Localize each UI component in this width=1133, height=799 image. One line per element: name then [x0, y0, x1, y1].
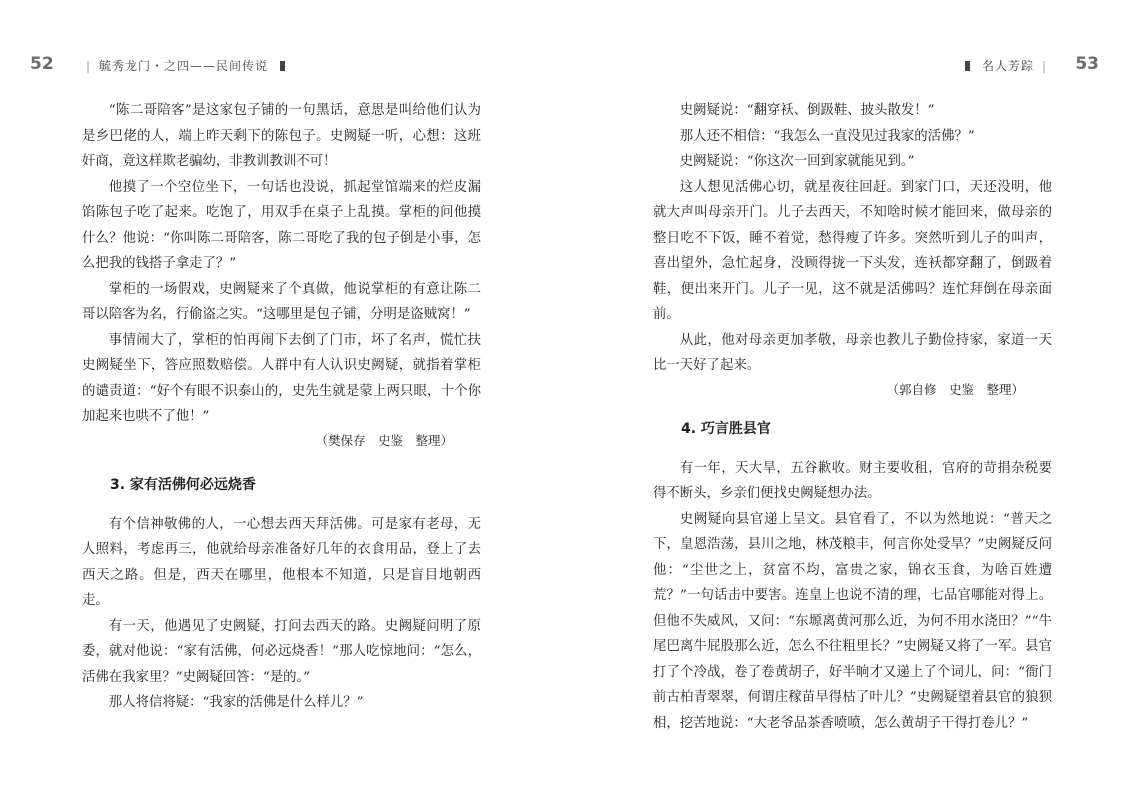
section-title: 名人芳踪	[981, 59, 1034, 73]
header-divider: |	[86, 59, 92, 73]
paragraph: 这人想见活佛心切，就星夜往回赶。到家门口，天还没明，他就大声叫母亲开门。儿子去西天，不知啥时候才能回来，做母亲的整日吃不下饭，睡不着觉，愁得瘦了许多。突然听到儿子的叫声，喜出望外，急忙起身，没顾得拢一下头发，连袄都穿翻了，倒趿着鞋，便出来开门。儿子一见，这不就是活佛吗？连忙拜倒在母亲面前。	[653, 179, 1052, 322]
editor-credit: （樊保存 史鉴 整理）	[315, 432, 453, 448]
left-text-column	[82, 98, 481, 716]
paragraph: 有个信神敬佛的人，一心想去西天拜活佛。可是家有老母，无人照料，考虑再三，他就给母亲准备好几年的衣食用品，登上了去西天之路。但是，西天在哪里，他根本不知道，只是盲目地朝西走。	[82, 516, 481, 608]
editor-credit: （郭自修 史鉴 整理）	[886, 381, 1024, 397]
paragraph: 掌柜的一场假戏，史阙疑来了个真做，他说掌柜的有意让陈二哥以陪客为名，行偷盗之实。“这哪里是包子铺，分明是盗贼窝！”	[82, 281, 481, 322]
paragraph: 事情闹大了，掌柜的怕再闹下去倒了门市，坏了名声，慌忙扶史阙疑坐下，答应照数赔偿。人群中有人认识史阙疑，就指着掌柜的谴责道：“好个有眼不识泰山的，史先生就是蒙上两只眼，十个你加起来也哄不了他！”	[82, 332, 481, 424]
paragraph: 史阙疑说：“你这次一回到家就能见到。”	[679, 154, 915, 169]
page-number-left: 52	[30, 54, 54, 74]
paragraph: 史阙疑说：“翻穿袄、倒趿鞋、披头散发！”	[679, 103, 935, 118]
book-title: 毓秀龙门・之四——民间传说	[99, 59, 269, 73]
paragraph: 有一天，他遇见了史阙疑，打问去西天的路。史阙疑问明了原委，就对他说：“家有活佛，何必远烧香！”那人吃惊地问：“怎么，活佛在我家里？”史阙疑回答：“是的。”	[82, 618, 481, 685]
paragraph: 那人将信将疑：“我家的活佛是什么样儿？”	[108, 695, 364, 710]
header-divider: |	[1041, 59, 1047, 73]
paragraph: 有一年，天大旱，五谷歉收。财主要收租，官府的苛捐杂税要得不断头，乡亲们便找史阙疑想办法。	[653, 460, 1052, 501]
paragraph: 史阙疑向县官递上呈文。县官看了，不以为然地说：“普天之下，皇恩浩荡，县川之地，林茂粮丰，何言你处受旱？”史阙疑反问他：“尘世之上，贫富不均，富贵之家，锦衣玉食，为啥百姓遭荒？”一句话击中要害。连皇上也说不清的理，七品官哪能对得上。但他不失威风，又问：“东塬离黄河那么近，为何不用水浇田？”“牛尾巴离牛屁股那么近，怎么不往粗里长？”史阙疑又将了一军。县官打了个冷战，卷了卷黄胡子，好半晌才又递上了个词儿，问：“衙门前古柏青翠翠，何谓庄稼苗早得枯了叶儿？”史阙疑望着县官的狼狈相，挖苦地说：“大老爷品茶香喷喷，怎么黄胡子干得打卷儿？”	[653, 511, 1052, 731]
story-heading: 3. 家有活佛何必远烧香	[110, 477, 256, 493]
header-bar-mark	[280, 61, 285, 71]
story-heading: 4. 巧言胜县官	[681, 421, 771, 437]
paragraph: 他摸了一个空位坐下，一句话也没说，抓起堂馆端来的烂皮漏馅陈包子吃了起来。吃饱了，用双手在桌子上乱摸。掌柜的问他摸什么？他说：“你叫陈二哥陪客，陈二哥吃了我的包子倒是小事，怎么把我的钱搭子拿走了？”	[82, 179, 481, 271]
running-header-left	[78, 57, 288, 74]
paragraph: 那人还不相信：“我怎么一直没见过我家的活佛？”	[679, 128, 975, 144]
header-bar-mark	[965, 61, 970, 71]
running-header-right	[962, 57, 1055, 74]
page-number-right: 53	[1075, 54, 1099, 74]
paragraph: 从此，他对母亲更加孝敬，母亲也教儿子勤俭持家，家道一天比一天好了起来。	[653, 332, 1052, 373]
right-text-column	[653, 98, 1052, 736]
paragraph: “陈二哥陪客”是这家包子铺的一句黑话，意思是叫给他们认为是乡巴佬的人，端上昨天剩下的陈包子。史阙疑一听，心想：这班奸商，竟这样欺老骗幼，非教训教训不可！	[82, 103, 481, 169]
